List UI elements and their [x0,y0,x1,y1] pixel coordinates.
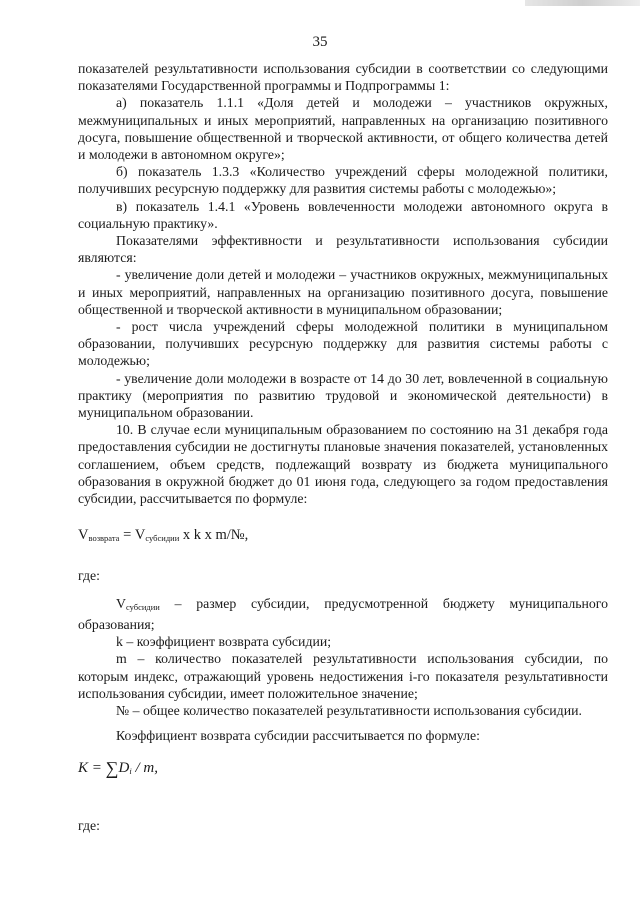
indicator-a: а) показатель 1.1.1 «Доля детей и молодежи – участников окружных, межмуниципальных и иных мероприятий, направленных на организацию позитивного досуга, повышение общественной и творческой активности, от общего количества детей и молодежи в автономном округе»; [78,95,608,163]
formula-k-rest: / m, [131,760,158,777]
formula-v-rest: x k x m/№, [179,527,249,544]
clause-10: 10. В случае если муниципальным образованием по состоянию на 31 декабря года предоставления субсидии не достигнуты плановые значения показателей, установленных соглашением, объем средств, подлежащий возврату из бюджета муниципального образования в окружной бюджет до 01 июня года, следующего за годом предоставления субсидии, рассчитывается по формуле: [78,422,608,507]
formula-v-eq: = V [119,527,146,544]
indicator-c: в) показатель 1.4.1 «Уровень вовлеченности молодежи автономного округа в социальную практику». [78,198,608,231]
document-body [78,60,608,781]
list-item: - увеличение доли детей и молодежи – участников окружных, межмуниципальных и иных мероприятий, направленных на организацию позитивного досуга, повышение общественной и творческой активности в муниципальном образовании; [78,267,608,317]
list-item: - рост числа учреждений сферы молодежной политики в муниципальном образовании, получивших ресурсную поддержку для развития системы работы с молодежью; [78,319,608,369]
paragraph: Показателями эффективности и результативности использования субсидии являются: [78,233,608,266]
formula-v-lhs-sub: возврата [88,533,120,544]
formula-k-d-sub: i [129,766,132,777]
def-v-symbol: V [116,595,126,611]
formula-v-lhs: V [78,527,89,544]
formula-v-rhs-sub: субсидии [145,533,180,544]
formula-v-return [78,527,608,547]
def-v-text: – размер субсидии, предусмотренной бюджету муниципального образования; [78,595,608,632]
def-v-sub: субсидии [125,601,160,612]
coefficient-intro: Коэффициент возврата субсидии рассчитывается по формуле: [116,728,480,744]
paragraph: показателей результативности использования субсидии в соответствии со следующими показателями Государственной программы и Подпрограммы 1: [78,61,608,94]
scan-artifact [525,0,640,6]
formula-k-d: D [118,760,130,777]
list-item: - увеличение доли молодежи в возрасте от 14 до 30 лет, вовлеченной в социальную практику (мероприятия по развитию трудовой и экономической деятельности) в муниципальном образовании. [78,370,608,421]
indicator-b: б) показатель 1.3.3 «Количество учреждений сферы молодежной политики, получивших ресурсную поддержку для развития системы работы с молодежью»; [78,164,608,197]
formula-k-lhs: K = [78,760,106,777]
definition-m: m – количество показателей результативности использования субсидии, по которым индекс, отражающий уровень недостижения i-го показателя результативности использования субсидии, имеет положительное значение; [78,651,608,701]
formula-k [78,760,608,780]
where-label-2: где: [78,818,100,833]
definition-n: № – общее количество показателей результативности использования субсидии. [116,702,582,718]
page-number: 35 [312,34,328,50]
definition-k: k – коэффициент возврата субсидии; [116,634,332,650]
sum-symbol: ∑ [105,758,119,779]
where-label: где: [78,568,100,584]
definition-v [78,595,608,633]
